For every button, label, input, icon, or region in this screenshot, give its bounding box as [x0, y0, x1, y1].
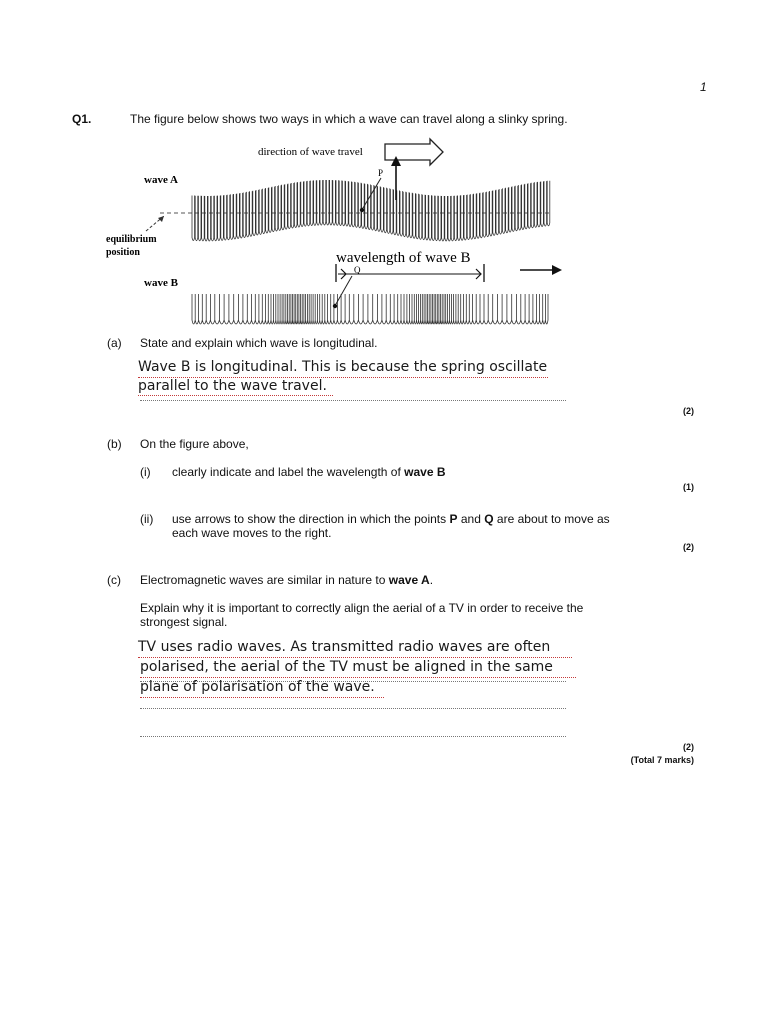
part-a-answer-line-1: Wave B is longitudinal. This is because the spring oscillate [138, 359, 548, 375]
part-b-ii-label: (ii) [140, 512, 154, 526]
part-b-prompt: On the figure above, [140, 437, 249, 451]
wavelength-annotation: wavelength of wave B [336, 250, 471, 266]
wave-b-label: wave B [144, 277, 178, 289]
point-q-dot [333, 304, 337, 308]
page-number: 1 [700, 80, 707, 94]
part-b-ii-q: Q [484, 512, 494, 526]
point-p-dot [360, 208, 364, 212]
part-a-answer-line-dots [140, 399, 566, 401]
part-c-prompt-bold: wave A [388, 573, 430, 587]
part-b-i-label: (i) [140, 465, 151, 479]
equilibrium-label-1: equilibrium [106, 234, 157, 245]
part-c-label: (c) [107, 573, 121, 587]
part-c-prompt-row [140, 573, 433, 587]
equilibrium-label-2: position [106, 247, 140, 258]
slinky-figure [100, 136, 580, 332]
part-a-answer-underline-2 [138, 394, 333, 396]
point-p-pointer [363, 178, 381, 208]
part-c-answer-underline-3 [140, 696, 384, 698]
part-b-i-marks: (1) [683, 482, 694, 492]
part-a-label: (a) [107, 336, 122, 350]
part-b-ii-prompt-line-2: each wave moves to the right. [172, 526, 332, 540]
part-b-ii-p: P [449, 512, 458, 526]
p-up-arrowhead-icon [391, 156, 401, 166]
wave-a-coils [192, 180, 550, 241]
question-intro: The figure below shows two ways in which a wave can travel along a slinky spring. [130, 112, 568, 126]
part-c-answer-line-3: plane of polarisation of the wave. [140, 679, 375, 695]
wave-b-coil-path [192, 294, 548, 324]
wave-a-label: wave A [144, 174, 178, 186]
point-p-label: P [378, 168, 384, 178]
part-c-answer-line-dots-2 [140, 707, 566, 709]
question-number: Q1. [72, 112, 92, 126]
direction-label: direction of wave travel [258, 146, 363, 158]
part-b-ii-marks: (2) [683, 542, 694, 552]
equilibrium-arrowhead-icon [158, 216, 164, 222]
part-a-answer-line-2: parallel to the wave travel. [138, 378, 327, 394]
part-b-ii-and: and [460, 512, 481, 526]
part-a-prompt: State and explain which wave is longitudinal. [140, 336, 378, 350]
point-q-label: Q [354, 265, 361, 275]
part-c-explain-line-2: strongest signal. [140, 615, 228, 629]
part-b-ii-prompt-row [172, 512, 610, 526]
part-c-answer-line-2: polarised, the aerial of the TV must be aligned in the same [140, 659, 553, 675]
part-c-marks: (2) [683, 742, 694, 752]
wave-b-coils [192, 294, 548, 324]
part-c-prompt-end: . [429, 573, 434, 587]
part-c-answer-line-dots-3 [140, 735, 566, 737]
part-b-ii-prompt-b: are about to move as [496, 512, 610, 526]
q-right-arrowhead-icon [552, 265, 562, 275]
part-b-label: (b) [107, 437, 122, 451]
part-c-answer-line-1: TV uses radio waves. As transmitted radio waves are often [138, 639, 551, 655]
part-c-explain-line-1: Explain why it is important to correctly align the aerial of a TV in order to receive the [140, 601, 584, 615]
part-b-i-prompt: clearly indicate and label the wavelength of [172, 465, 401, 479]
part-b-i-bold: wave B [404, 465, 446, 479]
wave-a-coil-path [192, 180, 550, 241]
part-b-ii-prompt-a: use arrows to show the direction in which the points [172, 512, 447, 526]
part-c-prompt: Electromagnetic waves are similar in nature to [140, 573, 386, 587]
total-marks: (Total 7 marks) [630, 755, 694, 765]
part-b-i-prompt-row [172, 465, 446, 479]
part-a-marks: (2) [683, 406, 694, 416]
